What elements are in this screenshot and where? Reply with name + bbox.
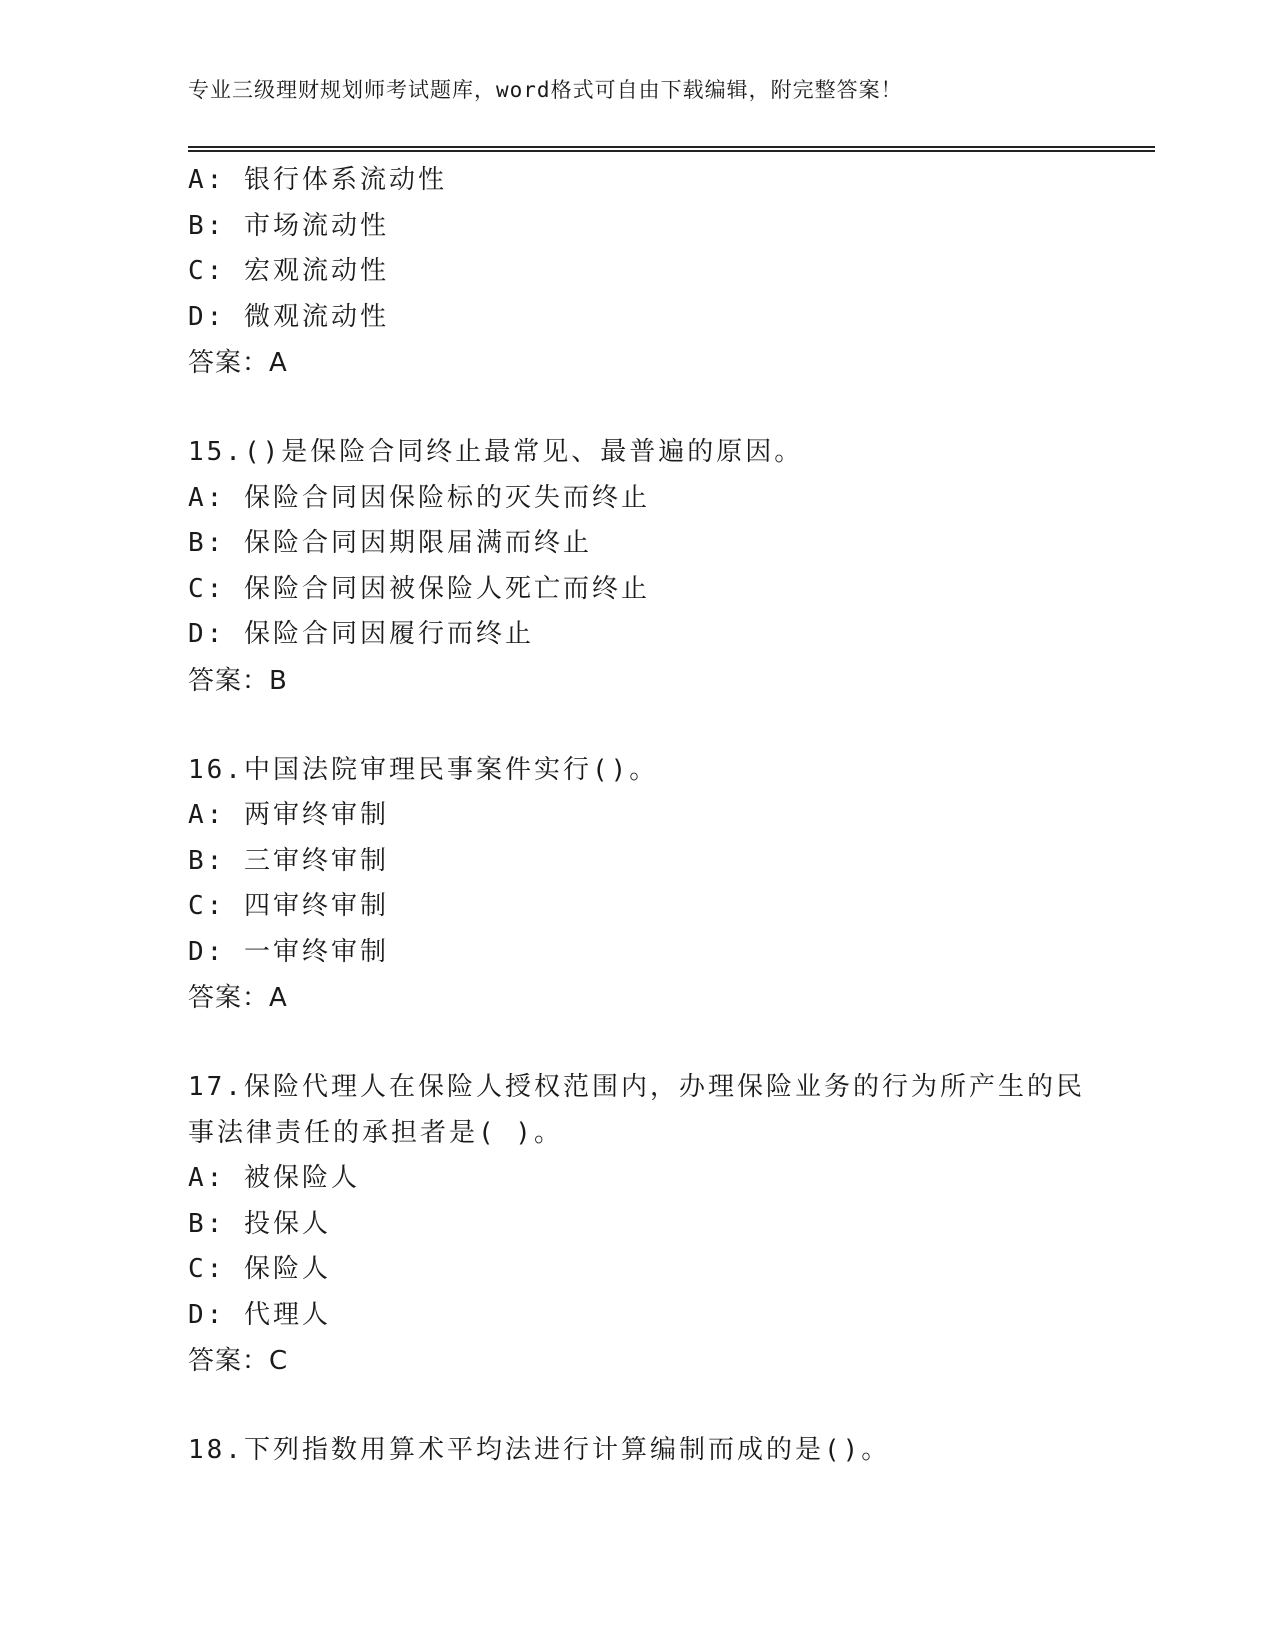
q17-answer: 答案：C [188, 1346, 289, 1376]
spacer [188, 1384, 1155, 1428]
spacer [188, 1021, 1155, 1065]
q16-stem: 16.中国法院审理民事案件实行()。 [188, 754, 659, 785]
q15-option-d: D: 保险合同因履行而终止 [188, 619, 534, 649]
q16-answer: 答案：A [188, 983, 288, 1013]
q15-option-b: B: 保险合同因期限届满而终止 [188, 528, 592, 558]
q17-option-a: A: 被保险人 [188, 1163, 360, 1193]
q16-option-c: C: 四审终审制 [188, 891, 389, 921]
page-header: 专业三级理财规划师考试题库，word格式可自由下载编辑，附完整答案！ [188, 78, 903, 102]
q16-option-d: D: 一审终审制 [188, 936, 389, 967]
q14-option-b: B: 市场流动性 [188, 210, 389, 241]
spacer [188, 704, 1155, 748]
q14-option-c: C: 宏观流动性 [188, 256, 389, 286]
q14-option-d: D: 微观流动性 [188, 301, 389, 332]
q17-stem-line-2: 事法律责任的承担者是( )。 [188, 1117, 563, 1148]
q18-stem: 18.下列指数用算术平均法进行计算编制而成的是()。 [188, 1435, 891, 1465]
q15-option-c: C: 保险合同因被保险人死亡而终止 [188, 573, 650, 604]
question-14-block [188, 158, 1155, 386]
q14-option-a: A: 银行体系流动性 [188, 165, 447, 195]
q16-option-a: A: 两审终审制 [188, 800, 389, 830]
q17-option-c: C: 保险人 [188, 1254, 331, 1284]
question-18-block [188, 1428, 1155, 1474]
question-17-block [188, 1065, 1155, 1384]
question-16-block [188, 748, 1155, 1022]
q15-option-a: A: 保险合同因保险标的灭失而终止 [188, 482, 650, 513]
q15-stem: 15.()是保险合同终止最常见、最普遍的原因。 [188, 437, 804, 467]
q14-answer: 答案：A [188, 348, 288, 378]
q15-answer: 答案：B [188, 665, 288, 696]
q16-option-b: B: 三审终审制 [188, 845, 389, 876]
header-divider [188, 146, 1155, 152]
exam-content [188, 158, 1155, 1474]
q17-stem-line-1: 17.保险代理人在保险人授权范围内，办理保险业务的行为所产生的民 [188, 1072, 1085, 1102]
q17-option-b: B: 投保人 [188, 1208, 331, 1239]
spacer [188, 386, 1155, 430]
question-15-block [188, 430, 1155, 704]
q17-option-d: D: 代理人 [188, 1299, 331, 1330]
